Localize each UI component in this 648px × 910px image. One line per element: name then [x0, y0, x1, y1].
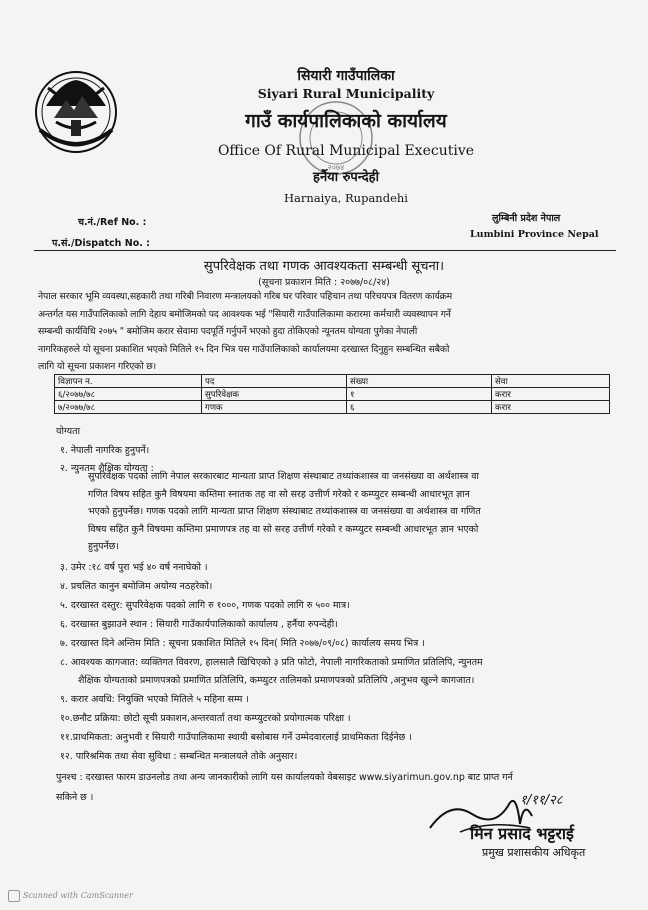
- location-en: Harnaiya, Rupandehi: [284, 191, 408, 205]
- education-line: विषय सहित कुनै विषयमा कम्तिमा प्रमाणपत्र तह वा सो सरह उत्तीर्ण गरेको र कम्प्युटर सम्बन्धी आधारभूत ज्ञान भएको: [88, 523, 479, 535]
- province-np: लुम्बिनी प्रदेश नेपाल: [492, 213, 561, 224]
- ref-no-label: च.नं./Ref No. :: [78, 217, 147, 228]
- scanner-watermark-text: Scanned with CamScanner: [23, 891, 133, 900]
- table-cell: ६/२०७७/७८: [55, 388, 202, 401]
- education-line: गणित विषय सहित कुनै विषयमा कम्तिमा स्नातक तह वा सो सरह उत्तीर्ण गरेको र कम्प्युटर सम्बन्धी आधारभूत ज्ञान: [88, 488, 470, 500]
- table-header-row: [55, 375, 610, 388]
- qualification-item: १२. पारिश्रमिक तथा सेवा सुविधा : सम्बन्धित मन्त्रालयले तोके अनुसार।: [60, 751, 298, 762]
- table-cell: करार: [492, 401, 610, 414]
- qualification-item: २. न्युनतम शैक्षिक योग्यता :: [60, 463, 154, 474]
- qualification-item: ११.प्राथमिकता: अनुभवी र सियारी गाउँपालिकामा स्थायी बसोबास गर्ने उम्मेदवारलाई प्राथमिकता दिईनेछ ।: [60, 732, 412, 743]
- table-cell: ७/२०७७/७८: [55, 401, 202, 414]
- posts-table: [54, 374, 610, 414]
- signature-date: १/११/२८: [520, 793, 563, 808]
- municipality-name-en: Siyari Rural Municipality: [257, 86, 435, 101]
- intro-line: अन्तर्गत यस गाउँपालिकाको लागि देहाय बमोजिमको पद आवश्यक भई "सियारी गाउँपालिकामा करारमा कर्मचारी व्यवस्थापन गर्ने: [38, 308, 451, 320]
- signer-name: मिन प्रसाद भट्टराई: [470, 824, 574, 843]
- qualification-item: ९. करार अवधि: नियुक्ति भएको मितिले ५ महिना सम्म ।: [60, 694, 249, 705]
- office-title-en: Office Of Rural Municipal Executive: [217, 143, 475, 159]
- qualification-item: ८. आवश्यक कागजात: व्यक्तिगत विवरण, हालसालै खिचिएको ३ प्रति फोटो, नेपाली नागरिकताको प्रमाणित प्रतिलिपि, न्युनतम: [60, 657, 483, 668]
- table-header-cell: संख्या: [347, 375, 492, 388]
- notice-intro: [38, 288, 612, 376]
- education-requirement: [88, 468, 618, 556]
- municipality-name-np: सियारी गाउँपालिका: [297, 68, 395, 84]
- table-cell: १: [347, 388, 492, 401]
- province-en: Lumbini Province Nepal: [470, 229, 599, 240]
- education-line: भएको हुनुपर्नेछ। गणक पदको लागि मान्यता प्राप्त शिक्षण संस्थाबाट तथ्यांकशास्त्र वा जनसंख्या वा अर्थशास्त्र वा गणित: [88, 506, 481, 517]
- table-cell: सुपरिवेक्षक: [202, 388, 347, 401]
- table-header-cell: सेवा: [492, 375, 610, 388]
- education-line: हुनुपर्नेछ।: [88, 541, 119, 552]
- postscript-note: पुनश्च : दरखास्त फारम डाउनलोड तथा अन्य जानकारीको लागि यस कार्यालयको वेबसाइट www.siyarimun.gov.np बाट प्राप्त गर्न: [56, 772, 513, 783]
- qualification-item: ७. दरखास्त दिने अन्तिम मिति : सूचना प्रकाशित मितिले १५ दिन( मिति २०७७/०९/०८) कार्यालय समय भित्र ।: [60, 638, 425, 649]
- qualification-heading: योग्यता: [56, 426, 81, 437]
- qualification-item: ५. दरखास्त दस्तुर: सुपरिवेक्षक पदको लागि रु १०००, गणक पदको लागि रु ५०० मात्र।: [60, 600, 350, 611]
- stamp-year: २०७४: [327, 163, 345, 172]
- intro-line: नेपाल सरकार भूमि व्यवस्था,सहकारी तथा गरिबी निवारण मन्त्रालयको गरिब घर परिवार पहिचान तथा परिचयपत्र वितरण कार्यक्रम: [38, 291, 453, 302]
- qualification-item: १. नेपाली नागरिक हुनुपर्ने।: [60, 445, 150, 456]
- qualification-item: ६. दरखास्त बुझाउने स्थान : सियारी गाउँकार्यपालिकाको कार्यालय , हर्नैया रुपन्देही।: [60, 619, 338, 630]
- education-line: सुपरिवेक्षक पदको लागि नेपाल सरकारबाट मान्यता प्राप्त शिक्षण संस्थाबाट तथ्यांकशास्त्र वा जनसंख्या वा अर्थशास्त्र वा: [88, 471, 479, 482]
- notice-date: (सूचना प्रकाशन मिति : २०७७/०८/२४): [258, 277, 390, 288]
- intro-line: लागि यो सूचना प्रकाशन गरिएको छ।: [38, 361, 157, 372]
- office-title-np: गाउँ कार्यपालिकाको कार्यालय: [245, 110, 447, 132]
- header-divider: [34, 250, 616, 251]
- intro-line: सम्बन्धी कार्यविधि २०७५ " बमोजिम करार सेवामा पदपूर्ति गर्नुपर्ने भएको हुदा तोकिएको न्यूनतम योग्यता पुगेका नेपाली: [38, 326, 418, 337]
- table-cell: ६: [347, 401, 492, 414]
- table-header-cell: विज्ञापन न.: [55, 375, 202, 388]
- notice-title: सुपरिवेक्षक तथा गणक आवश्यकता सम्बन्धी सूचना।: [203, 259, 445, 274]
- qualification-item: १०.छनौट प्रक्रिया: छोटो सूची प्रकाशन,अन्तरवार्ता तथा कम्प्युटरको प्रयोगात्मक परिक्षा ।: [60, 713, 351, 724]
- location-np: हर्नैया रुपन्देही: [313, 170, 379, 185]
- table-cell: करार: [492, 388, 610, 401]
- table-row: [55, 388, 610, 401]
- qualification-item-continued: शैक्षिक योग्यताको प्रमाणपत्रको प्रमाणित प्रतिलिपि, कम्प्युटर तालिमको प्रमाणपत्रको प्रतिलिपि ,अनुभव खुल्ने कागजात।: [78, 675, 475, 686]
- table-header-cell: पद: [202, 375, 347, 388]
- dispatch-no-label: प.सं./Dispatch No. :: [52, 238, 150, 249]
- postscript-note-continued: सकिने छ ।: [56, 792, 94, 803]
- intro-line: नागरिकहरुले यो सूचना प्रकाशित भएको मितिले १५ दिन भित्र यस गाउँपालिकाको कार्यालयमा दरखास्त दिनुहुन सम्बन्धित सबैको: [38, 343, 450, 355]
- qualification-item: ३. उमेर :१८ वर्ष पुरा भई ४० वर्ष ननाघेको ।: [60, 562, 208, 573]
- table-cell: गणक: [202, 401, 347, 414]
- signer-title: प्रमुख प्रशासकीय अधिकृत: [482, 846, 586, 859]
- camscanner-logo-icon: [8, 890, 20, 902]
- scanner-watermark: [8, 890, 133, 902]
- qualification-item: ४. प्रचलित कानुन बमोजिम अयोग्य नठहरेको।: [60, 581, 213, 592]
- table-row: [55, 401, 610, 414]
